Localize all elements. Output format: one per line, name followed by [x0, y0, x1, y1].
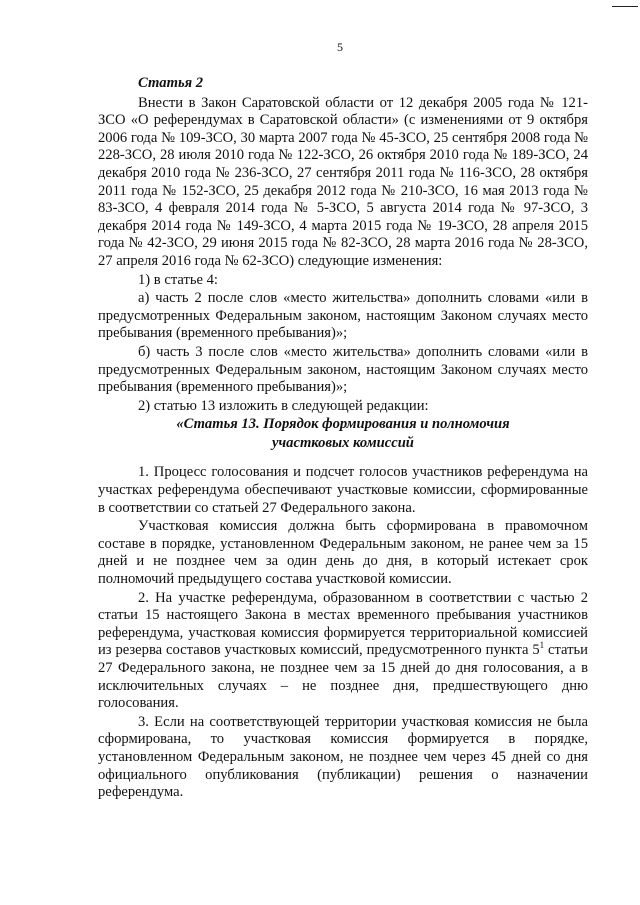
document-body: [98, 75, 588, 802]
corner-scan-mark: [612, 6, 638, 7]
part-2-text-end: статьи 27 Федерального закона, не позднее чем за 15 дней до дня голосования, а в исключительных случаях – не позднее дня, предшествующего дню голосования.: [98, 642, 588, 712]
page-number: 5: [337, 40, 343, 54]
article-13-part-1: 1. Процесс голосования и подсчет голосов участников референдума на участках референдума обеспечивают участковые комиссии, сформированные в соответствии со статьей 27 Федерального закона.: [98, 464, 588, 516]
part-2-text-start: 2. На участке референдума, образованном в соответствии с частью 2 статьи 15 настоящего Закона в местах временного пребывания участников референдума, участковая комиссия формируется территориальной комиссией из резерва составов участковых комиссий, предусмотренного пункта 5: [98, 589, 588, 659]
amendment-item-1b: б) часть 3 после слов «место жительства» дополнить словами «или в предусмотренных Федеральным законом, настоящим Законом случаях место пребывания (временного пребывания)»;: [98, 343, 588, 396]
article-2-heading: Статья 2: [138, 75, 204, 91]
amendment-item-1: 1) в статье 4:: [138, 271, 218, 288]
article-13-part-2: [98, 590, 588, 713]
amendment-item-1a: а) часть 2 после слов «место жительства» дополнить словами «или в предусмотренных Федеральным законом, настоящим Законом случаях место пребывания (временного пребывания)»;: [98, 290, 588, 342]
superscript-index: 1: [539, 640, 545, 651]
article-2-intro: Внести в Закон Саратовской области от 12 декабря 2005 года № 121-ЗСО «О референдумах в Саратовской области» (с изменениями от 9 октября 2006 года № 109-ЗСО, 30 марта 2007 года № 45-ЗСО, 25 сентября 2008 года № 228-ЗСО, 28 июля 2010 года № 122-ЗСО, 26 октября 2010 года № 189-ЗСО, 24 декабря 2010 года № 236-ЗСО, 27 сентября 2011 года № 116-ЗСО, 28 октября 2011 года № 152-ЗСО, 25 декабря 2012 года № 210-ЗСО, 16 мая 2013 года № 83-ЗСО, 4 февраля 2014 года № 5-ЗСО, 5 августа 2014 года № 97-ЗСО, 3 декабря 2014 года № 149-ЗСО, 4 марта 2015 года № 19-ЗСО, 28 апреля 2015 года № 42-ЗСО, 29 июня 2015 года № 82-ЗСО, 28 марта 2016 года № 28-ЗСО, 27 апреля 2016 года № 62-ЗСО) следующие изменения:: [98, 94, 588, 269]
article-13-title-line-2: участковых комиссий: [272, 434, 414, 451]
article-13-part-1-second-paragraph: Участковая комиссия должна быть сформирована в правомочном составе в порядке, установленном Федеральным законом, не ранее чем за 15 дней и не позднее чем за один день до дня, в который истекает срок полномочий предыдущего состава участковой комиссии.: [98, 518, 588, 588]
article-13-part-3: 3. Если на соответствующей территории участковая комиссия не была сформирована, то участковая комиссия формируется в порядке, установленном Федеральным законом, не позднее чем через 45 дней со дня официального опубликования (публикации) решения о назначении референдума.: [98, 713, 588, 801]
amendment-item-2: 2) статью 13 изложить в следующей редакции:: [138, 397, 429, 414]
article-13-title-line-1: «Статья 13. Порядок формирования и полномочия: [176, 416, 510, 433]
